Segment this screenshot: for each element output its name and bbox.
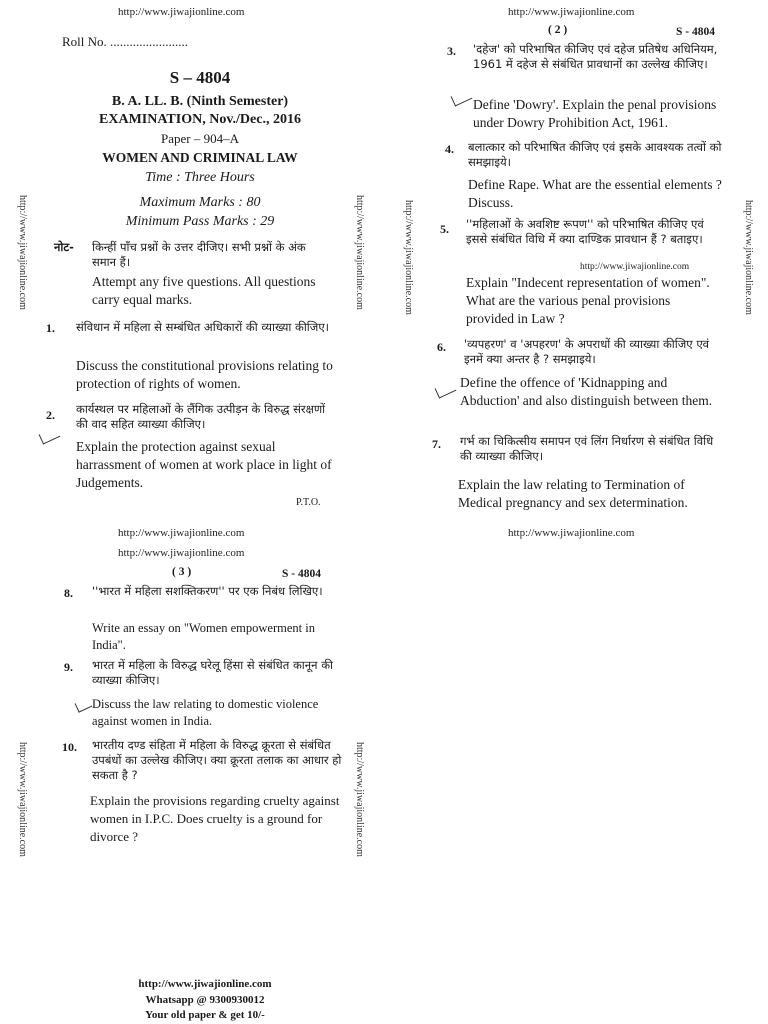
- note-hindi: किन्हीं पाँच प्रश्नों के उत्तर दीजिए। सभी प्रश्नों के अंक समान हैं।: [92, 240, 306, 269]
- question-hindi: 'व्यपहरण' व 'अपहरण' के अपराधों की व्याख्या कीजिए एवं इनमें क्या अन्तर है ? समझाइये।: [464, 337, 710, 366]
- maximum-marks: Maximum Marks : 80: [139, 195, 261, 210]
- page-number: ( 2 ): [548, 24, 568, 36]
- question-hindi: गर्भ का चिकित्सीय समापन एवं लिंग निर्धारण से संबंधित विधि की व्याख्या कीजिए।: [460, 434, 714, 463]
- question-hindi: ''भारत में महिला सशक्तिकरण'' पर एक निबंध लिखिए।: [92, 584, 323, 598]
- question-english: Write an essay on "Women empowerment in India".: [92, 621, 315, 652]
- paper-number: Paper – 904–A: [161, 131, 239, 146]
- side-url-right-top[interactable]: http://www.jiwajionline.com: [743, 200, 754, 315]
- footer-url[interactable]: http://www.jiwajionline.com: [138, 978, 272, 990]
- question-english: Explain the law relating to Termination of Medical pregnancy and sex determination.: [458, 477, 688, 510]
- question-number: 9.: [64, 660, 73, 674]
- subject-title: WOMEN AND CRIMINAL LAW: [102, 150, 298, 165]
- question-hindi: भारतीय दण्ड संहिता में महिला के विरुद्ध क्रूरता से संबंधित उपबंधों का उल्लेख कीजिए। क्या क्रूरता तलाक का आधार हो सकता है ?: [92, 738, 342, 782]
- time-allowed: Time : Three Hours: [145, 170, 255, 185]
- paper-code: S - 4804: [282, 568, 321, 580]
- exam-session: EXAMINATION, Nov./Dec., 2016: [99, 112, 301, 127]
- question-hindi: भारत में महिला के विरुद्ध घरेलू हिंसा से संबंधित कानून की व्याख्या कीजिए।: [92, 658, 334, 687]
- question-english: Define Rape. What are the essential elements ? Discuss.: [468, 177, 722, 210]
- question-number: 3.: [447, 44, 456, 58]
- page3-url-top-2[interactable]: http://www.jiwajionline.com: [118, 547, 245, 559]
- pen-mark: [435, 381, 457, 399]
- question-english: Define 'Dowry'. Explain the penal provisions under Dowry Prohibition Act, 1961.: [473, 97, 717, 130]
- question-hindi: संविधान में महिला से सम्बंधित अधिकारों की व्याख्या कीजिए।: [76, 320, 330, 334]
- side-url-left-bottom[interactable]: http://www.jiwajionline.com: [17, 742, 28, 857]
- question-number: 1.: [46, 321, 55, 335]
- course-title: B. A. LL. B. (Ninth Semester): [111, 94, 289, 109]
- question-number: 4.: [445, 142, 454, 156]
- page-number: ( 3 ): [172, 566, 192, 578]
- page2-footer-url[interactable]: http://www.jiwajionline.com: [508, 527, 635, 539]
- paper-code: S - 4804: [676, 26, 715, 38]
- question-number: 10.: [62, 740, 77, 754]
- question-hindi: 'दहेज' को परिभाषित कीजिए एवं दहेज प्रतिषेध अधिनियम, 1961 में दहेज से संबंधित प्रावधानों का उल्लेख कीजिए।: [473, 42, 718, 71]
- page3-url-top-1[interactable]: http://www.jiwajionline.com: [118, 527, 245, 539]
- question-english: Explain "Indecent representation of women". What are the various penal provisions provided in Law ?: [466, 275, 710, 326]
- roll-number: Roll No. ........................: [62, 34, 189, 49]
- minimum-marks: Minimum Pass Marks : 29: [125, 214, 275, 229]
- pto-label: P.T.O.: [296, 497, 321, 508]
- question-english: Explain the protection against sexual harrassment of women at work place in light of Judgements.: [76, 439, 332, 490]
- inline-url[interactable]: http://www.jiwajionline.com: [580, 262, 690, 272]
- pen-mark: [75, 697, 93, 712]
- side-url-left-top[interactable]: http://www.jiwajionline.com: [17, 195, 28, 310]
- question-number: 8.: [64, 586, 73, 600]
- question-number: 5.: [440, 222, 449, 236]
- pen-mark: [451, 89, 473, 107]
- side-url-mid-top-b[interactable]: http://www.jiwajionline.com: [403, 200, 414, 315]
- footer-whatsapp: Whatsapp @ 9300930012: [145, 994, 265, 1006]
- header-url-left[interactable]: http://www.jiwajionline.com: [118, 6, 245, 18]
- question-number: 6.: [437, 340, 446, 354]
- question-number: 2.: [46, 408, 55, 422]
- question-number: 7.: [432, 437, 441, 451]
- side-url-mid-bottom[interactable]: http://www.jiwajionline.com: [354, 742, 365, 857]
- note-label: नोट-: [54, 240, 74, 254]
- note-english: Attempt any five questions. All questions carry equal marks.: [92, 274, 316, 307]
- question-english: Define the offence of 'Kidnapping and Abduction' and also distinguish between them.: [460, 375, 713, 408]
- side-url-mid-top-a[interactable]: http://www.jiwajionline.com: [354, 195, 365, 310]
- paper-code: S – 4804: [169, 68, 231, 87]
- header-url-right[interactable]: http://www.jiwajionline.com: [508, 6, 635, 18]
- question-english: Discuss the law relating to domestic violence against women in India.: [92, 697, 319, 728]
- question-hindi: बलात्कार को परिभाषित कीजिए एवं इसके आवश्यक तत्वों को समझाइये।: [468, 140, 722, 169]
- pen-mark: [39, 427, 61, 445]
- question-english: Explain the provisions regarding cruelty against women in I.P.C. Does cruelty is a ground for divorce ?: [90, 793, 340, 844]
- question-hindi: कार्यस्थल पर महिलाओं के लैंगिक उत्पीड़न के विरुद्ध संरक्षणों की वाद सहित व्याख्या कीजिए।: [76, 402, 326, 431]
- question-english: Discuss the constitutional provisions relating to protection of rights of women.: [76, 358, 333, 391]
- footer-tagline: Your old paper & get 10/-: [145, 1009, 265, 1021]
- question-hindi: ''महिलाओं के अवशिष्ट रूपण'' को परिभाषित कीजिए एवं इससे संबंधित विधि में क्या दाण्डिक प्रावधान हैं ? बताइए।: [466, 217, 704, 246]
